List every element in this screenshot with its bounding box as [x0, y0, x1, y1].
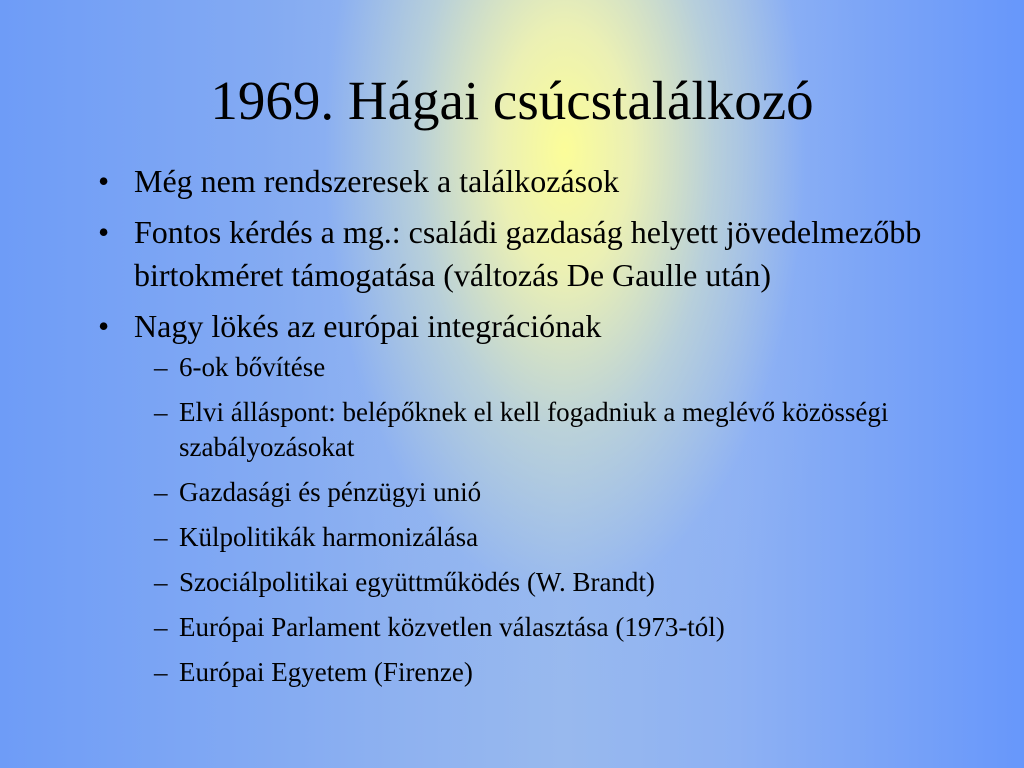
sub-bullet-item: – Európai Egyetem (Firenze) [134, 655, 946, 690]
slide-title: 1969. Hágai csúcstalálkozó [210, 70, 814, 131]
bullet-item [96, 160, 946, 203]
sub-bullet-item: – Európai Parlament közvetlen választása (1973-tól) [134, 610, 946, 645]
sub-bullet-list [134, 350, 946, 690]
sub-bullet-item: – Gazdasági és pénzügyi unió [134, 475, 946, 510]
bullet-item [96, 305, 946, 690]
bullet-text: Fontos kérdés a mg.: családi gazdaság helyett jövedelmezőbb birtokméret támogatása (változás De Gaulle után) [134, 214, 922, 293]
sub-bullet-item: – 6-ok bővítése [134, 350, 946, 385]
sub-bullet-item: – Külpolitikák harmonizálása [134, 520, 946, 555]
sub-bullet-item: – Szociálpolitikai együttműködés (W. Brandt) [134, 565, 946, 600]
sub-bullet-item: – Elvi álláspont: belépőknek el kell fogadniuk a meglévő közösségi szabályozásokat [134, 395, 946, 465]
bullet-text: Nagy lökés az európai integrációnak [134, 308, 602, 344]
bullet-list [96, 160, 946, 700]
bullet-item [96, 211, 946, 297]
bullet-text: Még nem rendszeresek a találkozások [134, 163, 620, 199]
